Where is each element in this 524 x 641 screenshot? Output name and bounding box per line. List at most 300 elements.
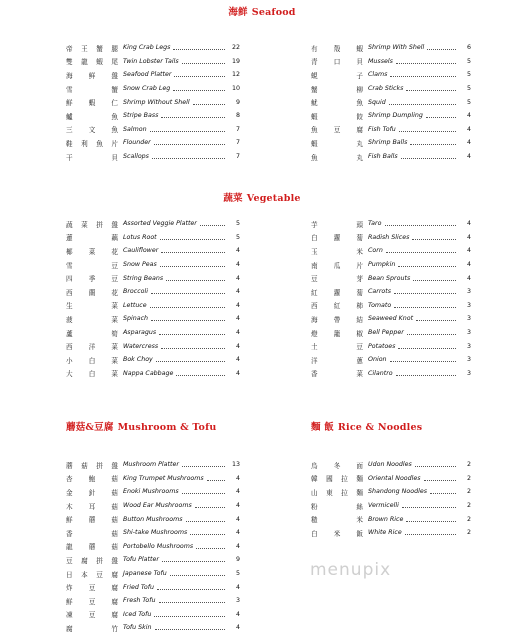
- menu-item-row: [66, 367, 240, 381]
- menu-item-row: [66, 109, 240, 123]
- menu-item-english-name: Tomato: [368, 301, 392, 309]
- menu-item-english-name-wrap: [368, 58, 459, 65]
- menu-item-price: 4: [235, 515, 240, 523]
- menu-item-chinese-name: 西 洋 菜: [66, 343, 118, 352]
- menu-item-english-name-wrap: [123, 502, 228, 509]
- menu-item-english-name: Shrimp Balls: [368, 139, 408, 147]
- menu-item-chinese-name: 木 耳 菇: [66, 502, 118, 511]
- menu-item-english-name-wrap: [123, 220, 228, 227]
- mushroom-section-title: [66, 419, 217, 433]
- menu-item-row: [311, 109, 471, 123]
- menu-item-english-name: Button Mushrooms: [123, 515, 183, 523]
- menu-item-chinese-name: 金 針 菇: [66, 488, 118, 497]
- menu-item-chinese-name: 海 鲜 盤: [66, 71, 118, 80]
- menu-item-chinese-name: 西 蘭 花: [66, 288, 118, 297]
- menu-item-english-name-wrap: [123, 85, 228, 92]
- menu-item-english-name-wrap: [123, 570, 228, 577]
- seafood-title-cn: 海鲜: [228, 7, 248, 18]
- menu-item-price: 3: [466, 315, 471, 323]
- menu-item-english-name: Pumpkin: [368, 261, 396, 269]
- menu-item-chinese-name: 鞋 利 魚 片: [66, 139, 118, 148]
- menu-item-chinese-name: 粉 絲: [311, 502, 363, 511]
- menu-item-english-name: String Beans: [123, 274, 164, 282]
- dot-leader: [394, 293, 456, 294]
- menu-item-price: 4: [466, 125, 471, 133]
- menu-item-row: [66, 312, 240, 326]
- menu-item-price: 3: [466, 288, 471, 296]
- dot-leader: [154, 144, 225, 145]
- menu-item-english-name: Seaweed Knot: [368, 315, 414, 323]
- menu-item-row: [66, 608, 240, 622]
- menu-item-chinese-name: 蟹 柳: [311, 85, 363, 94]
- menu-item-english-name: Broccoli: [123, 288, 149, 296]
- menu-item-row: [311, 499, 471, 513]
- menu-item-row: [311, 95, 471, 109]
- dot-leader: [415, 466, 456, 467]
- menu-item-chinese-name: 腐 竹: [66, 624, 118, 633]
- dot-leader: [390, 76, 456, 77]
- menu-item-row: [66, 339, 240, 353]
- menu-item-price: 9: [235, 556, 240, 564]
- dot-leader: [407, 334, 456, 335]
- menu-item-chinese-name: 豆 腐 拼 盤: [66, 556, 118, 565]
- menu-item-price: 4: [235, 529, 240, 537]
- menu-item-english-name-wrap: [368, 275, 459, 282]
- menu-item-english-name-wrap: [123, 302, 228, 309]
- dot-leader: [182, 493, 225, 494]
- menu-item-price: 3: [466, 301, 471, 309]
- menu-item-english-name: Nappa Cabbage: [123, 369, 174, 377]
- menu-item-english-name: Flounder: [123, 139, 151, 147]
- menu-item-row: [66, 285, 240, 299]
- menu-item-chinese-name: 韓 國 拉 麵: [311, 475, 363, 484]
- menu-item-english-name-wrap: [123, 529, 228, 536]
- menu-item-english-name-wrap: [123, 58, 228, 65]
- menu-item-chinese-name: 山 東 拉 麵: [311, 488, 363, 497]
- menu-item-english-name: Mussels: [368, 57, 393, 65]
- dot-leader: [160, 266, 225, 267]
- dot-leader: [207, 480, 225, 481]
- menu-item-english-name-wrap: [123, 543, 228, 550]
- menu-item-english-name-wrap: [368, 288, 459, 295]
- menu-item-english-name: Asparagus: [123, 329, 157, 337]
- menu-item-price: 3: [466, 342, 471, 350]
- menu-item-english-name-wrap: [368, 475, 459, 482]
- menu-item-row: [66, 82, 240, 96]
- menu-item-row: [66, 553, 240, 567]
- menu-item-english-name-wrap: [123, 234, 228, 241]
- menu-item-price: 4: [466, 233, 471, 241]
- menu-item-english-name-wrap: [368, 529, 459, 536]
- menu-item-row: [311, 123, 471, 137]
- menu-item-english-name-wrap: [368, 234, 459, 241]
- menu-item-row: [66, 95, 240, 109]
- menu-item-price: 4: [235, 502, 240, 510]
- menu-item-price: 4: [235, 369, 240, 377]
- menu-item-chinese-name: 蝦 丸: [311, 139, 363, 148]
- menu-item-chinese-name: 菠 菜: [66, 315, 118, 324]
- menu-item-chinese-name: 魚 丸: [311, 153, 363, 162]
- menu-item-english-name-wrap: [368, 502, 459, 509]
- menu-item-english-name: Assorted Veggie Platter: [123, 220, 197, 228]
- dot-leader: [186, 521, 226, 522]
- menu-item-row: [311, 55, 471, 69]
- menu-item-english-name-wrap: [123, 597, 228, 604]
- menu-item-chinese-name: 小 白 菜: [66, 356, 118, 365]
- menu-item-english-name: Lotus Root: [123, 233, 157, 241]
- menu-item-row: [311, 231, 471, 245]
- dot-leader: [155, 629, 225, 630]
- menu-item-english-name: Brown Rice: [368, 515, 404, 523]
- menu-item-english-name-wrap: [123, 275, 228, 282]
- menu-item-price: 5: [466, 98, 471, 106]
- menu-item-price: 2: [466, 488, 471, 496]
- menu-item-chinese-name: 蜆 子: [311, 71, 363, 80]
- vegetable-left-column: [66, 217, 240, 380]
- menu-item-english-name-wrap: [368, 85, 459, 92]
- menu-item-english-name: Onion: [368, 356, 387, 364]
- menu-item-row: [66, 326, 240, 340]
- menu-item-price: 4: [235, 329, 240, 337]
- menu-item-chinese-name: 雪 豆: [66, 261, 118, 270]
- menu-item-english-name-wrap: [368, 126, 459, 133]
- menu-item-english-name-wrap: [368, 329, 459, 336]
- menu-item-chinese-name: 玉 米: [311, 247, 363, 256]
- menu-item-chinese-name: 龍 蘑 菇: [66, 543, 118, 552]
- menu-item-row: [66, 621, 240, 635]
- vegetable-section-title: [0, 190, 524, 204]
- menu-item-row: [311, 258, 471, 272]
- menu-item-price: 5: [466, 57, 471, 65]
- menu-item-price: 10: [231, 85, 240, 93]
- dot-leader: [412, 239, 456, 240]
- menu-item-english-name-wrap: [123, 516, 228, 523]
- dot-leader: [170, 575, 225, 576]
- menu-item-english-name-wrap: [368, 343, 459, 350]
- menu-item-english-name: Oriental Noodles: [368, 474, 421, 482]
- menu-item-english-name-wrap: [123, 112, 228, 119]
- menu-item-chinese-name: 西 紅 柿: [311, 302, 363, 311]
- menu-item-price: 7: [235, 125, 240, 133]
- menu-item-english-name: Shi-take Mushrooms: [123, 529, 188, 537]
- noodles-section-title: [311, 419, 422, 433]
- menu-item-chinese-name: 魷 魚: [311, 99, 363, 108]
- menupix-watermark: menupix: [310, 560, 392, 580]
- menu-item-chinese-name: 炸 豆 腐: [66, 584, 118, 593]
- menu-item-english-name-wrap: [123, 71, 228, 78]
- menu-item-english-name-wrap: [368, 315, 459, 322]
- menu-item-chinese-name: 洋 蔥: [311, 356, 363, 365]
- menu-item-row: [311, 472, 471, 486]
- menu-item-row: [66, 41, 240, 55]
- menu-item-english-name-wrap: [368, 488, 459, 495]
- menu-item-chinese-name: 蝦 餃: [311, 112, 363, 121]
- menu-item-price: 19: [231, 57, 240, 65]
- dot-leader: [193, 104, 225, 105]
- menu-item-price: 4: [235, 624, 240, 632]
- menu-item-english-name: Wood Ear Mushrooms: [123, 502, 192, 510]
- dot-leader: [151, 320, 225, 321]
- menu-item-price: 9: [235, 98, 240, 106]
- menu-item-english-name: Iced Tofu: [123, 610, 152, 618]
- menu-item-row: [66, 271, 240, 285]
- menu-item-row: [311, 82, 471, 96]
- dot-leader: [176, 375, 225, 376]
- dot-leader: [398, 348, 456, 349]
- menu-item-chinese-name: 烏 冬 面: [311, 461, 363, 470]
- menu-item-chinese-name: 蘆 筍: [66, 329, 118, 338]
- menu-item-row: [311, 285, 471, 299]
- dot-leader: [156, 361, 225, 362]
- menu-item-english-name: Clams: [368, 71, 388, 79]
- dot-leader: [195, 507, 225, 508]
- menu-item-english-name: Shrimp Without Shell: [123, 98, 190, 106]
- menu-item-price: 2: [466, 461, 471, 469]
- menu-item-english-name: Shrimp With Shell: [368, 44, 425, 52]
- menu-item-chinese-name: 鱸 魚: [66, 112, 118, 121]
- menu-item-price: 4: [235, 247, 240, 255]
- menu-item-price: 4: [235, 315, 240, 323]
- seafood-section-title: [0, 4, 524, 18]
- menu-item-english-name: Watercress: [123, 342, 159, 350]
- menu-item-chinese-name: 生 菜: [66, 302, 118, 311]
- menu-item-row: [66, 123, 240, 137]
- menu-item-price: 4: [235, 610, 240, 618]
- menu-item-english-name-wrap: [368, 461, 459, 468]
- menu-item-chinese-name: 大 白 菜: [66, 370, 118, 379]
- menu-item-english-name-wrap: [123, 343, 228, 350]
- menu-item-english-name-wrap: [123, 370, 228, 377]
- menu-item-english-name: Fish Tofu: [368, 125, 396, 133]
- menu-item-row: [311, 217, 471, 231]
- dot-leader: [161, 117, 225, 118]
- menu-item-row: [311, 485, 471, 499]
- menu-item-chinese-name: 鮮 蝦 仁: [66, 99, 118, 108]
- menu-item-chinese-name: 豆 芽: [311, 275, 363, 284]
- menu-item-english-name-wrap: [368, 112, 459, 119]
- menu-item-english-name-wrap: [123, 315, 228, 322]
- menu-item-english-name: Potatoes: [368, 342, 396, 350]
- menu-item-row: [66, 150, 240, 164]
- menu-item-row: [311, 68, 471, 82]
- dot-leader: [161, 348, 225, 349]
- dot-leader: [416, 320, 456, 321]
- menu-item-price: 4: [235, 488, 240, 496]
- seafood-right-column: [311, 41, 471, 163]
- menu-item-english-name-wrap: [123, 584, 228, 591]
- menu-item-english-name-wrap: [123, 139, 228, 146]
- menu-item-price: 4: [466, 247, 471, 255]
- menu-item-chinese-name: 糙 米: [311, 516, 363, 525]
- dot-leader: [151, 293, 225, 294]
- menu-item-price: 4: [235, 583, 240, 591]
- dot-leader: [182, 63, 225, 64]
- menu-item-english-name: Snow Peas: [123, 261, 157, 269]
- menu-item-price: 4: [235, 301, 240, 309]
- menu-item-chinese-name: 南 瓜 片: [311, 261, 363, 270]
- vegetable-title-en: Vegetable: [246, 193, 301, 204]
- menu-item-english-name-wrap: [123, 99, 228, 106]
- dot-leader: [405, 534, 456, 535]
- menu-item-english-name: Udon Noodles: [368, 461, 412, 469]
- menu-item-price: 2: [466, 529, 471, 537]
- menu-item-chinese-name: 杏 鮑 菇: [66, 475, 118, 484]
- menu-item-price: 12: [231, 71, 240, 79]
- menu-item-row: [66, 499, 240, 513]
- vegetable-title-cn: 蔬菜: [223, 193, 243, 204]
- menu-item-price: 4: [235, 274, 240, 282]
- menu-item-row: [66, 68, 240, 82]
- menu-item-english-name-wrap: [123, 44, 228, 51]
- menu-item-price: 6: [466, 44, 471, 52]
- menu-item-english-name-wrap: [368, 99, 459, 106]
- menu-item-chinese-name: 蔬 菜 拼 盤: [66, 220, 118, 229]
- menu-item-row: [311, 299, 471, 313]
- menu-item-chinese-name: 干 貝: [66, 153, 118, 162]
- menu-item-chinese-name: 有 殼 蝦: [311, 44, 363, 53]
- menu-item-english-name: Shandong Noodles: [368, 488, 427, 496]
- menu-item-english-name: Bean Sprouts: [368, 274, 411, 282]
- menu-item-english-name-wrap: [368, 220, 459, 227]
- menu-item-chinese-name: 雙 龍 蝦 尾: [66, 58, 118, 67]
- menu-item-english-name: Twin Lobster Tails: [123, 57, 179, 65]
- menu-item-chinese-name: 雪 蟹: [66, 85, 118, 94]
- dot-leader: [426, 117, 456, 118]
- menu-item-price: 3: [466, 369, 471, 377]
- menu-item-row: [311, 41, 471, 55]
- menu-item-english-name: Tofu Platter: [123, 556, 159, 564]
- menu-item-row: [66, 526, 240, 540]
- menu-item-chinese-name: 香 菜: [311, 370, 363, 379]
- menu-item-english-name: Tofu Skin: [123, 624, 152, 632]
- dot-leader: [396, 375, 456, 376]
- menu-item-english-name: Scallops: [123, 153, 149, 161]
- dot-leader: [173, 90, 225, 91]
- menu-item-english-name: Fish Balls: [368, 153, 398, 161]
- menu-item-chinese-name: 鮮 豆 腐: [66, 597, 118, 606]
- menu-item-english-name: Shrimp Dumpling: [368, 112, 423, 120]
- menu-item-row: [311, 458, 471, 472]
- menu-item-row: [66, 258, 240, 272]
- menu-item-english-name-wrap: [123, 288, 228, 295]
- menu-item-row: [66, 567, 240, 581]
- menu-item-english-name-wrap: [368, 516, 459, 523]
- menu-item-chinese-name: 香 菇: [66, 529, 118, 538]
- dot-leader: [402, 507, 456, 508]
- menu-item-row: [311, 526, 471, 540]
- menu-item-english-name-wrap: [123, 611, 228, 618]
- menu-item-price: 4: [235, 288, 240, 296]
- menu-item-price: 4: [235, 356, 240, 364]
- dot-leader: [424, 480, 456, 481]
- menu-item-price: 5: [235, 220, 240, 228]
- dot-leader: [182, 466, 225, 467]
- dot-leader: [394, 307, 456, 308]
- menu-item-price: 3: [466, 356, 471, 364]
- mushroom-title-cn: 蘑菇&豆腐: [66, 422, 114, 433]
- menu-item-english-name: Vermicelli: [368, 502, 399, 510]
- menu-item-row: [66, 244, 240, 258]
- noodles-column: [311, 458, 471, 540]
- dot-leader: [406, 90, 456, 91]
- menu-item-row: [311, 339, 471, 353]
- dot-leader: [157, 589, 225, 590]
- menu-item-english-name: Stripe Bass: [123, 112, 159, 120]
- menu-item-row: [311, 353, 471, 367]
- menu-item-english-name: Bok Choy: [123, 356, 153, 364]
- menu-item-english-name: Cilantro: [368, 369, 393, 377]
- menu-item-english-name-wrap: [123, 247, 228, 254]
- menu-item-price: 4: [466, 112, 471, 120]
- dot-leader: [160, 239, 225, 240]
- dot-leader: [196, 548, 225, 549]
- menu-item-row: [66, 472, 240, 486]
- menu-item-english-name-wrap: [123, 153, 228, 160]
- menu-item-english-name-wrap: [368, 153, 459, 160]
- dot-leader: [410, 144, 456, 145]
- menu-item-chinese-name: 蘑 菇 拼 盤: [66, 461, 118, 470]
- seafood-left-column: [66, 41, 240, 163]
- menu-item-chinese-name: 凍 豆 腐: [66, 611, 118, 620]
- menu-item-english-name: Cauliflower: [123, 247, 159, 255]
- dot-leader: [430, 493, 456, 494]
- menu-item-english-name: Snow Crab Leg: [123, 85, 171, 93]
- menu-item-english-name-wrap: [368, 370, 459, 377]
- dot-leader: [166, 280, 225, 281]
- menu-item-chinese-name: 魚 豆 腐: [311, 126, 363, 135]
- menu-item-price: 2: [466, 474, 471, 482]
- menu-item-price: 4: [466, 139, 471, 147]
- seafood-title-en: Seafood: [251, 7, 296, 18]
- dot-leader: [398, 266, 456, 267]
- dot-leader: [161, 252, 225, 253]
- menu-item-chinese-name: 蓮 藕: [66, 234, 118, 243]
- dot-leader: [386, 252, 456, 253]
- menu-item-price: 5: [466, 71, 471, 79]
- menu-item-price: 4: [466, 274, 471, 282]
- menu-item-row: [66, 594, 240, 608]
- menu-item-chinese-name: 三 文 魚: [66, 126, 118, 135]
- dot-leader: [427, 49, 456, 50]
- menu-item-english-name: King Trumpet Mushrooms: [123, 474, 204, 482]
- menu-item-price: 5: [466, 85, 471, 93]
- menu-item-english-name-wrap: [123, 488, 228, 495]
- menu-item-row: [66, 485, 240, 499]
- menu-item-price: 3: [235, 597, 240, 605]
- menu-item-english-name-wrap: [123, 261, 228, 268]
- dot-leader: [200, 225, 225, 226]
- dot-leader: [406, 521, 456, 522]
- menu-item-price: 5: [235, 233, 240, 241]
- dot-leader: [390, 361, 456, 362]
- menu-item-row: [311, 244, 471, 258]
- menu-item-english-name: Japanese Tofu: [123, 570, 167, 578]
- menu-item-row: [311, 512, 471, 526]
- dot-leader: [396, 63, 456, 64]
- dot-leader: [152, 158, 225, 159]
- menu-item-row: [311, 326, 471, 340]
- menu-item-chinese-name: 青 口 貝: [311, 58, 363, 67]
- menu-item-price: 2: [466, 515, 471, 523]
- menu-item-english-name: Fresh Tofu: [123, 597, 156, 605]
- menu-item-row: [311, 271, 471, 285]
- menu-item-english-name: Crab Sticks: [368, 85, 404, 93]
- menu-item-english-name-wrap: [368, 356, 459, 363]
- menu-item-row: [66, 458, 240, 472]
- menu-item-english-name: White Rice: [368, 529, 402, 537]
- menu-item-price: 4: [235, 342, 240, 350]
- dot-leader: [413, 280, 456, 281]
